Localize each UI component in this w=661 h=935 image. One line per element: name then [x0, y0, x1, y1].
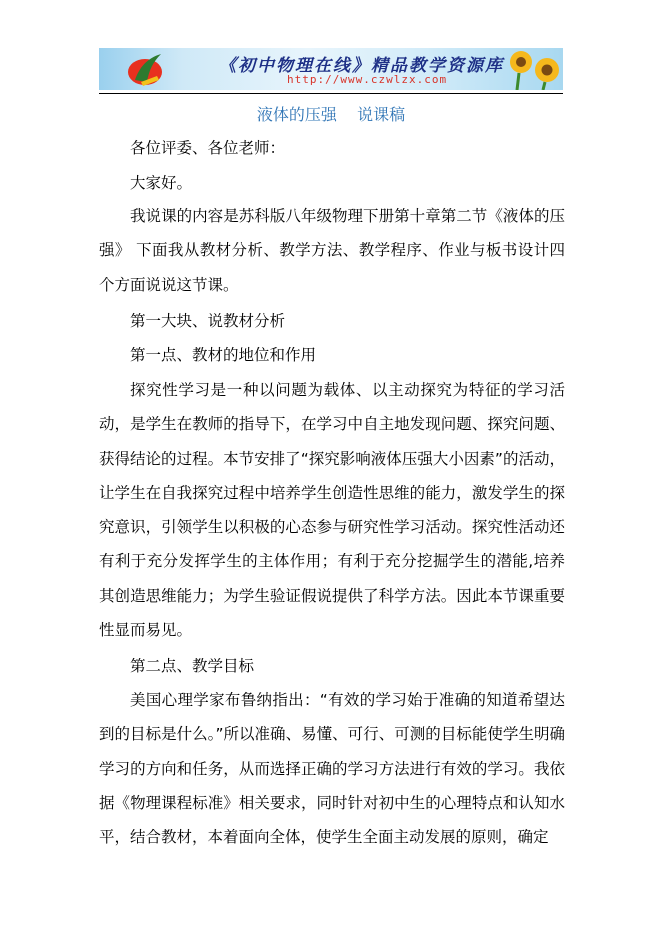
section-heading-1: 第一大块、说教材分析: [130, 312, 286, 330]
header-divider: [99, 93, 563, 94]
greeting: 各位评委、各位老师：: [130, 139, 286, 157]
point-heading-2: 第二点、教学目标: [130, 657, 255, 675]
hello: 大家好。: [130, 174, 193, 192]
sunflower-graphic: [499, 48, 563, 90]
intro-paragraph: 我说课的内容是苏科版八年级物理下册第十章第二节《液体的压强》 下面我从教材分析、教学方法、教学程序、作业与板书设计四个方面说说这节课。: [99, 207, 565, 294]
header-banner: [99, 48, 563, 90]
point-heading-1: 第一点、教材的地位和作用: [130, 346, 317, 364]
paragraph-1: 探究性学习是一种以问题为载体、以主动探究为特征的学习活动，是学生在教师的指导下，在学习中自主地发现问题、探究问题、获得结论的过程。本节安排了“探究影响液体压强大小因素”的活动，让学生在自我探究过程中培养学生创造性思维的能力，激发学生的探究意识，引领学生以积极的心态参与研究性学习活动。探究性活动还有利于充分发挥学生的主体作用；有利于充分挖掘学生的潜能,培养其创造思维能力；为学生验证假说提供了科学方法。因此本节课重要性显而易见。: [99, 381, 565, 640]
paragraph-2: 美国心理学家布鲁纳指出：“有效的学习始于准确的知道希望达到的目标是什么。”所以准确、易懂、可行、可测的目标能使学生明确学习的方向和任务，从而选择正确的学习方法进行有效的学习。我依据《物理课程标准》相关要求，同时针对初中生的心理特点和认知水平，结合教材，本着面向全体，使学生全面主动发展的原则，确定: [99, 691, 565, 847]
site-logo: [117, 50, 177, 88]
document-title: 液体的压强 说课稿: [256, 105, 406, 124]
site-url: http://www.czwlzx.com: [287, 73, 448, 86]
site-title: 《初中物理在线》精品教学资源库: [219, 56, 504, 76]
